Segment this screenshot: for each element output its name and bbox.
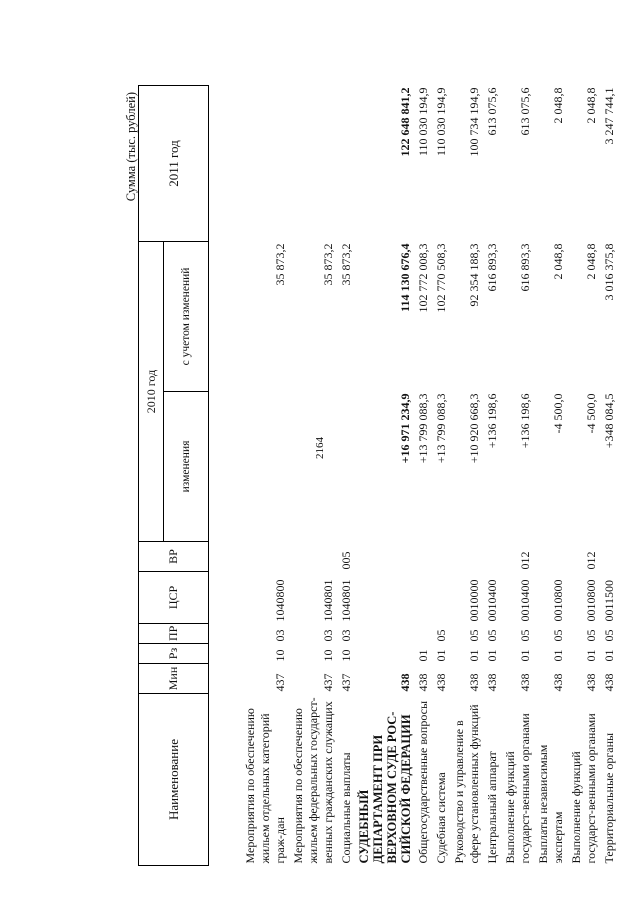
row-csr: 0010800 xyxy=(584,579,598,622)
row-name: Мероприятия по обеспечению жильем отдельных категорий граж-дан xyxy=(243,708,287,864)
row-changes: +13 799 088,3 xyxy=(434,393,448,464)
row-csr: 1040801 xyxy=(339,579,353,622)
header-year-2011: 2011 год xyxy=(139,85,209,241)
header-name: Наименование xyxy=(139,694,209,866)
row-min: 438 xyxy=(434,673,448,692)
table-row xyxy=(568,85,601,865)
table-row xyxy=(502,85,535,865)
row-pr: 05 xyxy=(602,629,616,642)
row-with-changes: 3 016 375,8 xyxy=(602,243,616,301)
row-rz: 01 xyxy=(467,649,481,662)
row-2011 xyxy=(290,85,338,241)
row-changes xyxy=(290,392,338,542)
row-name: Центральный аппарат xyxy=(485,751,499,864)
row-min: 437 xyxy=(321,673,335,692)
row-with-changes: 2 048,8 xyxy=(584,243,598,280)
table-row xyxy=(535,85,568,865)
row-changes: +136 198,6 xyxy=(518,393,532,449)
row-vr xyxy=(601,542,619,572)
row-changes: +16 971 234,9 xyxy=(398,393,412,464)
row-pr: 03 xyxy=(273,629,287,642)
page-number: 2164 xyxy=(314,437,326,459)
row-csr: 0010400 xyxy=(518,579,532,622)
row-min: 438 xyxy=(467,673,481,692)
row-with-changes: 2 048,8 xyxy=(551,243,565,280)
row-min: 438 xyxy=(398,673,412,692)
row-2011: 3 247 744,1 xyxy=(602,87,616,145)
row-rz: 01 xyxy=(602,649,616,662)
row-min: 437 xyxy=(339,673,353,692)
row-2011 xyxy=(209,85,291,241)
row-rz: 10 xyxy=(339,649,353,662)
header-csr: ЦСР xyxy=(139,572,209,624)
row-csr: 0010800 xyxy=(551,579,565,622)
row-with-changes: 102 772 008,3 xyxy=(416,243,430,313)
row-rz xyxy=(356,644,415,664)
row-with-changes: 616 893,3 xyxy=(518,243,532,292)
row-csr: 0011500 xyxy=(602,579,616,622)
row-csr: 1040800 xyxy=(273,579,287,622)
rotated-table-page xyxy=(124,86,616,866)
table-row xyxy=(484,85,502,865)
row-csr xyxy=(415,572,433,624)
row-pr: 05 xyxy=(551,629,565,642)
row-min: 438 xyxy=(416,673,430,692)
row-2011: 613 075,6 xyxy=(485,87,499,136)
row-changes: +13 799 088,3 xyxy=(416,393,430,464)
row-name: Мероприятия по обеспечению жильем федеральных государст-венных гражданских служащих xyxy=(291,697,335,864)
row-rz: 10 xyxy=(273,649,287,662)
row-rz: 01 xyxy=(434,649,448,662)
row-pr: 05 xyxy=(434,629,448,642)
row-2011: 122 648 841,2 xyxy=(398,87,412,157)
row-csr xyxy=(356,572,415,624)
row-rz: 01 xyxy=(485,649,499,662)
row-min: 438 xyxy=(518,673,532,692)
row-name: Выполнение функций государст-венными органами xyxy=(569,713,598,864)
row-csr: 0010400 xyxy=(485,579,499,622)
row-pr: 05 xyxy=(584,629,598,642)
row-vr: 005 xyxy=(339,551,353,570)
row-pr: 05 xyxy=(518,629,532,642)
header-changes: изменения xyxy=(164,392,209,542)
row-changes: -4 500,0 xyxy=(551,393,565,434)
table-row xyxy=(356,85,415,865)
row-changes: +348 084,5 xyxy=(602,393,616,449)
row-2011 xyxy=(338,85,356,241)
row-pr: 03 xyxy=(321,629,335,642)
row-vr: 012 xyxy=(518,551,532,570)
row-vr: 012 xyxy=(584,551,598,570)
row-2011: 100 734 194,9 xyxy=(467,87,481,157)
row-min: 438 xyxy=(551,673,565,692)
row-pr xyxy=(415,624,433,644)
units-caption: Сумма (тыс. рублей) xyxy=(124,92,138,202)
row-min: 438 xyxy=(584,673,598,692)
row-csr: 1040801 xyxy=(321,579,335,622)
row-name: СУДЕБНЫЙ ДЕПАРТАМЕНТ ПРИ ВЕРХОВНОМ СУДЕ РОС-СИЙСКОЙ ФЕДЕРАЦИИ xyxy=(357,711,413,864)
row-with-changes: 114 130 676,4 xyxy=(398,243,412,312)
row-with-changes: 616 893,3 xyxy=(485,243,499,292)
table-row xyxy=(338,85,356,865)
row-vr xyxy=(433,542,451,572)
header-pr: ПР xyxy=(139,624,209,644)
row-rz: 01 xyxy=(551,649,565,662)
row-rz: 01 xyxy=(584,649,598,662)
row-with-changes: 92 354 188,3 xyxy=(467,243,481,307)
row-name: Территориальные органы xyxy=(602,732,616,864)
row-name: Руководство и управление в сфере установленных функций xyxy=(452,704,481,864)
row-changes: +10 920 668,3 xyxy=(467,393,481,464)
row-pr: 05 xyxy=(485,629,499,642)
row-name: Социальные выплаты xyxy=(339,752,353,864)
row-rz: 10 xyxy=(321,649,335,662)
row-changes xyxy=(209,392,291,542)
row-2011: 2 048,8 xyxy=(551,87,565,124)
row-with-changes: 35 873,2 xyxy=(321,243,335,286)
row-rz: 01 xyxy=(518,649,532,662)
row-with-changes: 102 770 508,3 xyxy=(434,243,448,313)
table-row xyxy=(433,85,451,865)
row-vr xyxy=(451,542,484,572)
row-name: Судебная система xyxy=(434,772,448,864)
row-vr xyxy=(484,542,502,572)
header-min: Мин xyxy=(139,664,209,694)
row-changes: +136 198,6 xyxy=(485,393,499,449)
row-vr xyxy=(290,542,338,572)
row-name: Общегосударственные вопросы xyxy=(416,700,430,864)
row-name: Выплаты независимым экспертам xyxy=(536,744,565,864)
row-vr xyxy=(535,542,568,572)
row-min: 438 xyxy=(485,673,499,692)
row-pr xyxy=(356,624,415,644)
table-row xyxy=(290,85,338,865)
row-2011: 2 048,8 xyxy=(584,87,598,124)
header-year-2010: 2010 год xyxy=(139,241,164,541)
budget-table xyxy=(138,85,619,866)
row-changes: -4 500,0 xyxy=(584,393,598,434)
table-row xyxy=(451,85,484,865)
row-2011: 110 030 194,9 xyxy=(416,87,430,157)
row-pr: 03 xyxy=(339,629,353,642)
row-with-changes: 35 873,2 xyxy=(339,243,353,286)
row-csr: 0010000 xyxy=(467,579,481,622)
row-pr: 05 xyxy=(467,629,481,642)
row-2011: 613 075,6 xyxy=(518,87,532,136)
row-vr xyxy=(415,542,433,572)
row-with-changes: 35 873,2 xyxy=(273,243,287,286)
table-row xyxy=(415,85,433,865)
table-body xyxy=(209,85,620,865)
row-vr xyxy=(356,542,415,572)
row-csr xyxy=(433,572,451,624)
table-row xyxy=(209,85,291,865)
table-row xyxy=(601,85,619,865)
row-min: 438 xyxy=(602,673,616,692)
header-rz: Рз xyxy=(139,644,209,664)
row-rz: 01 xyxy=(416,649,430,662)
row-changes xyxy=(338,392,356,542)
row-min: 437 xyxy=(273,673,287,692)
row-2011: 110 030 194,9 xyxy=(434,87,448,157)
header-with-changes: с учетом изменений xyxy=(164,241,209,391)
row-name: Выполнение функций государст-венными органами xyxy=(503,713,532,864)
row-vr xyxy=(209,542,291,572)
header-vr: ВР xyxy=(139,542,209,572)
